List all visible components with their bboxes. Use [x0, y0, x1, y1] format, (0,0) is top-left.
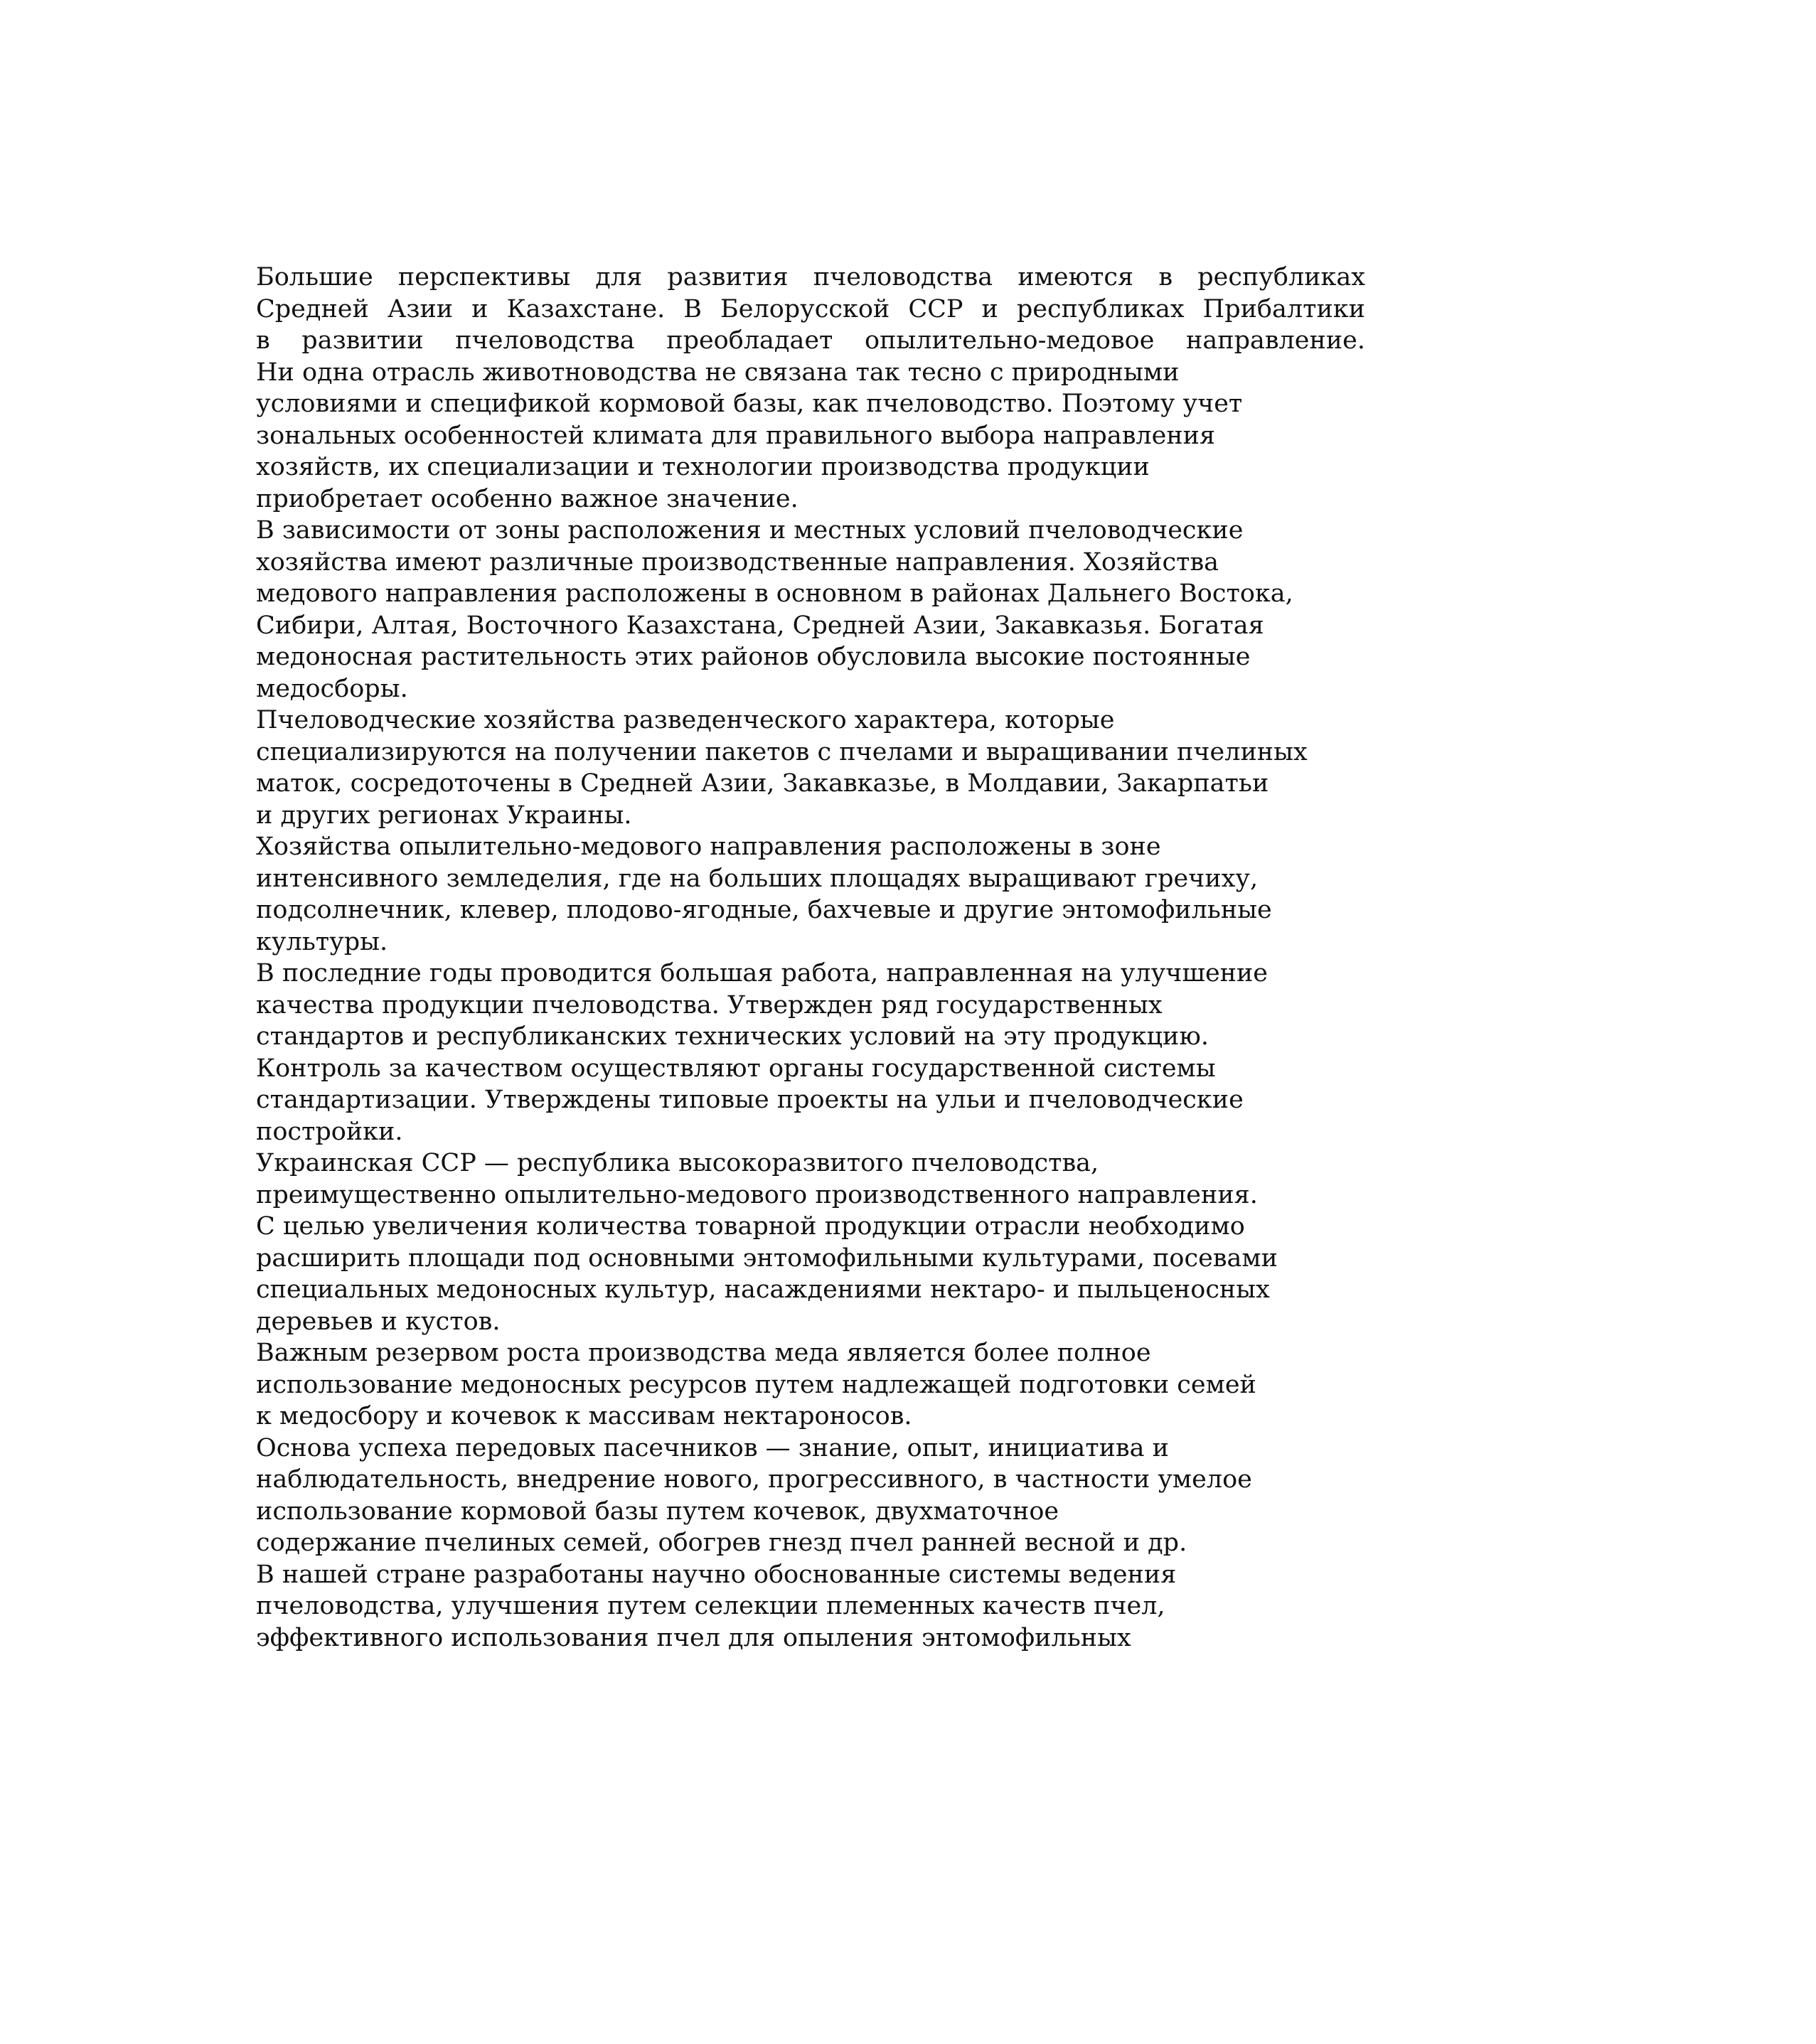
text-line: специальных медоносных культур, насаждениями нектаро- и пыльценосных	[256, 1275, 1270, 1304]
text-line: стандартизации. Утверждены типовые проекты на ульи и пчеловодческие	[256, 1086, 1244, 1114]
text-line: содержание пчелиных семей, обогрев гнезд пчел ранней весной и др.	[256, 1529, 1187, 1557]
text-line: преимущественно опылительно-медового производственного направления.	[256, 1180, 1258, 1209]
text-line: постройки.	[256, 1117, 403, 1146]
text-line: наблюдательность, внедрение нового, прогрессивного, в частности умелое	[256, 1465, 1252, 1494]
text-line: маток, сосредоточены в Средней Азии, Закавказье, в Молдавии, Закарпатьи	[256, 769, 1269, 798]
text-line: медового направления расположены в основном в районах Дальнего Востока,	[256, 579, 1293, 608]
text-line: использование медоносных ресурсов путем надлежащей подготовки семей	[256, 1370, 1256, 1399]
text-line: хозяйства имеют различные производственные направления. Хозяйства	[256, 547, 1219, 577]
text-line: стандартов и республиканских технических условий на эту продукцию.	[256, 1022, 1209, 1051]
text-line: деревьев и кустов.	[256, 1307, 501, 1336]
text-line: специализируются на получении пакетов с пчелами и выращивании пчелиных	[256, 737, 1308, 766]
text-line: интенсивного земледелия, где на больших площадях выращивают гречиху,	[256, 864, 1259, 893]
text-line: культуры.	[256, 927, 388, 956]
text-line: Важным резервом роста производства меда является более полное	[256, 1339, 1151, 1367]
text-line: подсолнечник, клевер, плодово-ягодные, бахчевые и другие энтомофильные	[256, 896, 1272, 924]
text-line: Сибири, Алтая, Восточного Казахстана, Средней Азии, Закавказья. Богатая	[256, 611, 1264, 640]
text-line: условиями и спецификой кормовой базы, как пчеловодство. Поэтому учет	[256, 390, 1243, 418]
text-line: Большие перспективы для развития пчеловодства имеются в республиках	[256, 263, 1365, 291]
text-line: Хозяйства опылительно-медового направления расположены в зоне	[256, 833, 1161, 861]
text-line: медосборы.	[256, 674, 408, 703]
text-line: в развитии пчеловодства преобладает опылительно-медовое направление.	[256, 326, 1365, 355]
text-line: Украинская ССР — республика высокоразвитого пчеловодства,	[256, 1149, 1099, 1177]
text-line: эффективного использования пчел для опыления энтомофильных	[256, 1623, 1131, 1652]
text-line: хозяйств, их специализации и технологии производства продукции	[256, 453, 1150, 481]
text-line: В нашей стране разработаны научно обоснованные системы ведения	[256, 1560, 1177, 1589]
body-text	[256, 262, 1365, 1654]
text-line: приобретает особенно важное значение.	[256, 484, 798, 513]
text-line: Ни одна отрасль животноводства не связана так тесно с природными	[256, 358, 1180, 387]
text-line: В последние годы проводится большая работа, направленная на улучшение	[256, 959, 1268, 988]
text-line: Основа успеха передовых пасечников — знание, опыт, инициатива и	[256, 1433, 1169, 1462]
text-line: С целью увеличения количества товарной продукции отрасли необходимо	[256, 1212, 1245, 1241]
text-line: Средней Азии и Казахстане. В Белорусской ССР и республиках Прибалтики	[256, 294, 1365, 323]
text-line: В зависимости от зоны расположения и местных условий пчеловодческие	[256, 516, 1244, 545]
text-line: качества продукции пчеловодства. Утвержден ряд государственных	[256, 990, 1163, 1020]
text-line: и других регионах Украины.	[256, 801, 632, 830]
text-line: к медосбору и кочевок к массивам нектароносов.	[256, 1402, 912, 1430]
text-line: использование кормовой базы путем кочевок, двухматочное	[256, 1497, 1059, 1526]
text-line: расширить площади под основными энтомофильными культурами, посевами	[256, 1243, 1278, 1273]
text-line: зональных особенностей климата для правильного выбора направления	[256, 421, 1216, 450]
text-line: медоносная растительность этих районов обусловила высокие постоянные	[256, 643, 1251, 671]
text-line: Контроль за качеством осуществляют органы государственной системы	[256, 1054, 1216, 1083]
text-line: пчеловодства, улучшения путем селекции племенных качеств пчел,	[256, 1592, 1165, 1620]
text-line: Пчеловодческие хозяйства разведенческого характера, которые	[256, 706, 1115, 734]
